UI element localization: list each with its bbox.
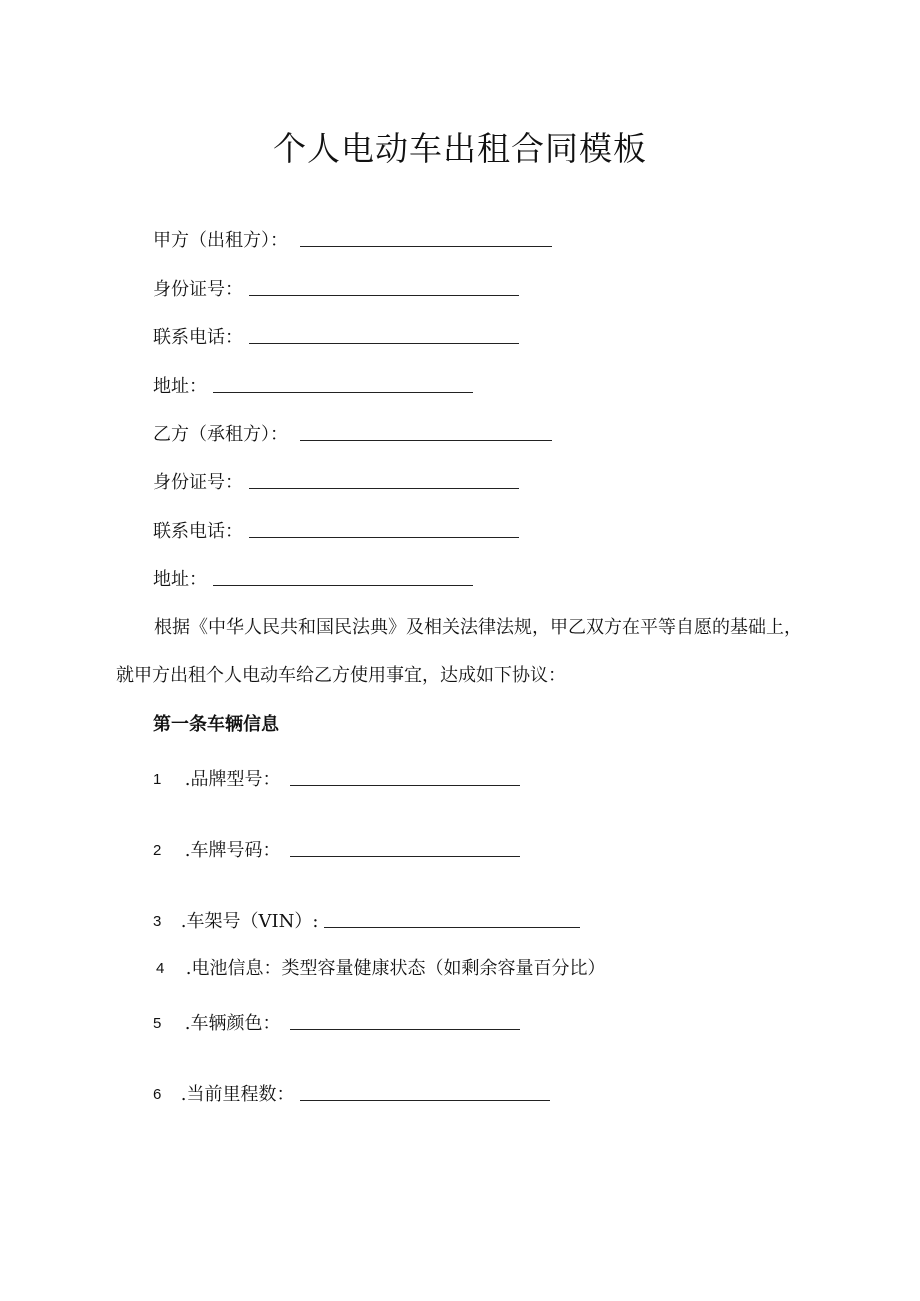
item-label: .车牌号码： <box>184 840 281 861</box>
party-b-label: 乙方（承租方）： <box>153 424 288 445</box>
vehicle-item-color <box>153 1009 520 1039</box>
party-b-phone-label: 联系电话： <box>153 521 243 542</box>
party-b-address-label: 地址： <box>153 569 207 590</box>
party-a-id-row <box>153 275 519 305</box>
party-a-address-label: 地址： <box>153 376 207 397</box>
party-a-phone-blank <box>249 323 519 344</box>
item-number: 5 <box>153 1015 162 1032</box>
item-number: 4 <box>156 960 165 977</box>
item-label: .车辆颜色： <box>184 1013 281 1034</box>
item-number: 3 <box>153 913 162 930</box>
color-blank <box>290 1009 520 1030</box>
item-number: 6 <box>153 1086 162 1103</box>
item-number: 2 <box>153 842 162 859</box>
item-label: .当前里程数： <box>180 1084 295 1105</box>
party-a-phone-row <box>153 323 519 353</box>
party-b-phone-row <box>153 517 519 547</box>
vehicle-item-mileage <box>153 1080 550 1110</box>
vehicle-item-plate <box>153 836 520 866</box>
vehicle-item-battery <box>156 954 605 984</box>
party-b-id-row <box>153 468 519 498</box>
party-a-address-blank <box>213 372 473 393</box>
plate-blank <box>290 836 520 857</box>
vin-blank <box>324 907 580 928</box>
party-a-id-blank <box>249 275 519 296</box>
party-b-address-blank <box>213 565 473 586</box>
party-a-phone-label: 联系电话： <box>153 327 243 348</box>
item-number: 1 <box>153 771 162 788</box>
document-title: 个人电动车出租合同模板 <box>273 129 647 168</box>
party-b-id-blank <box>249 468 519 489</box>
intro-paragraph: 根据《中华人民共和国民法典》及相关法律法规，甲乙双方在平等自愿的基础上，就甲方出租个人电动车给乙方使用事宜，达成如下协议： <box>116 617 802 686</box>
vehicle-item-brand <box>153 765 520 795</box>
item-label: .电池信息：类型容量健康状态（如剩余容量百分比） <box>185 958 606 979</box>
party-b-blank <box>300 420 552 441</box>
item-label: .品牌型号： <box>184 769 281 790</box>
party-b-address-row <box>153 565 473 595</box>
party-a-address-row <box>153 372 473 402</box>
party-b-id-label: 身份证号： <box>153 472 243 493</box>
item-label: .车架号（VIN）: <box>180 911 319 932</box>
mileage-blank <box>300 1080 550 1101</box>
party-a-row <box>153 226 552 256</box>
party-a-id-label: 身份证号： <box>153 279 243 300</box>
party-a-blank <box>300 226 552 247</box>
section-1-heading: 第一条车辆信息 <box>153 714 279 735</box>
party-b-phone-blank <box>249 517 519 538</box>
party-b-row <box>153 420 552 450</box>
vehicle-item-vin <box>153 907 580 937</box>
brand-blank <box>290 765 520 786</box>
party-a-label: 甲方（出租方）： <box>153 230 288 251</box>
